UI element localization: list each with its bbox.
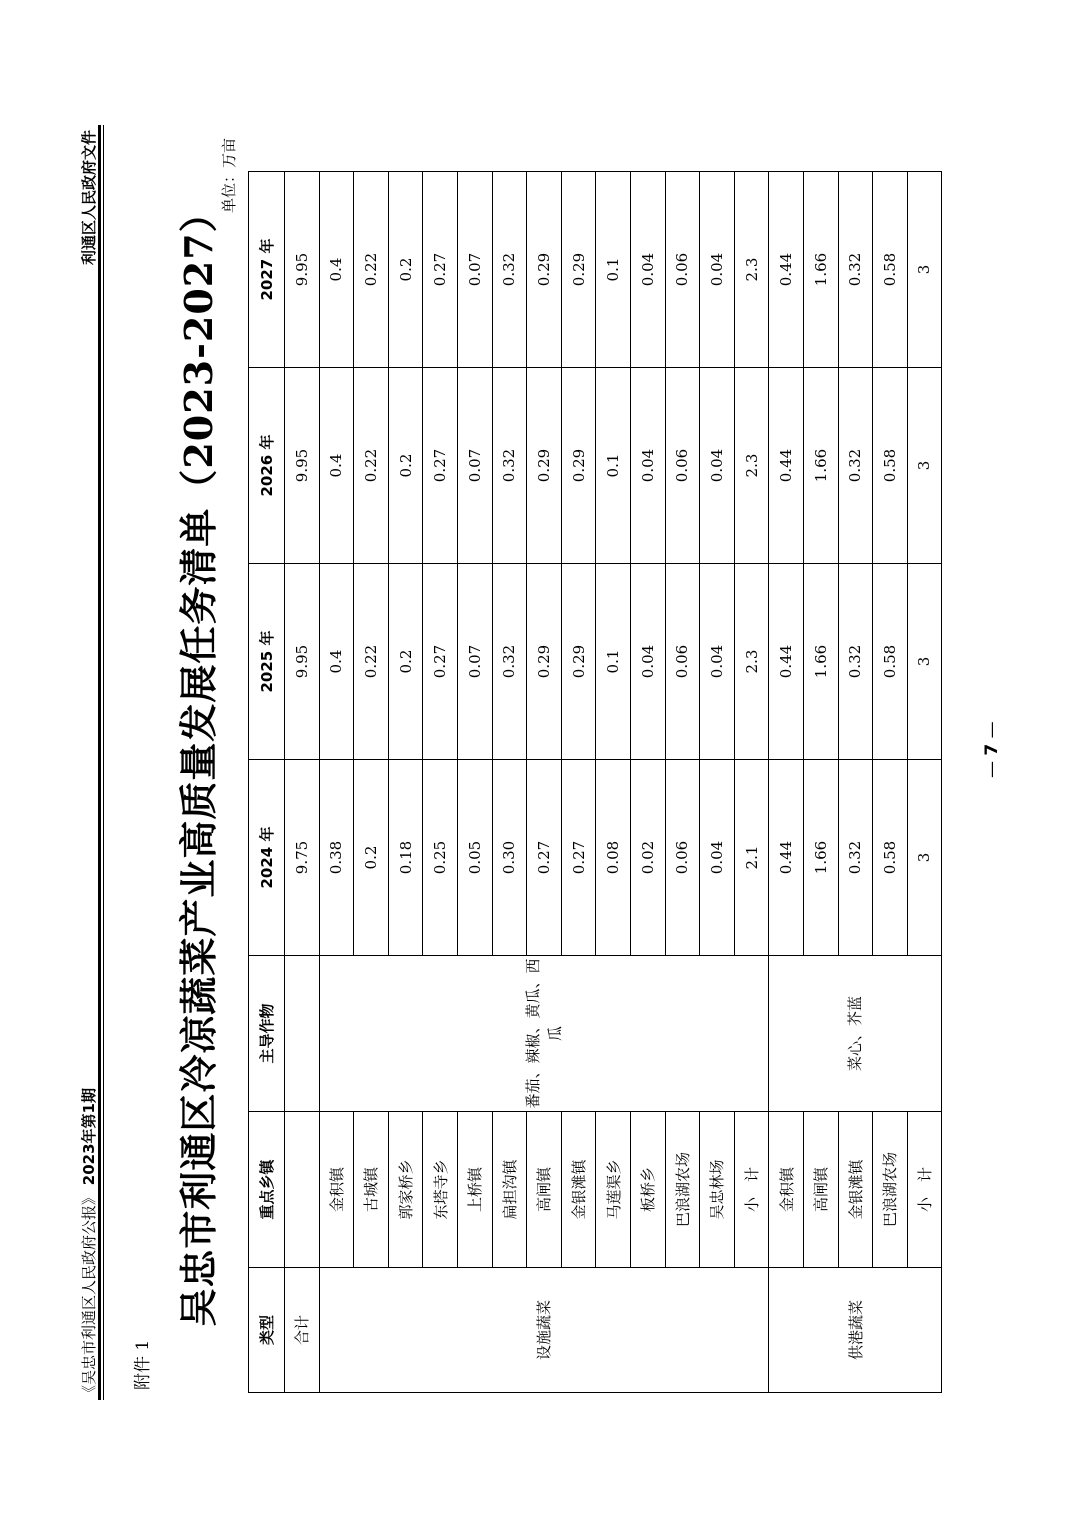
header-2024: 2024 年 — [249, 760, 285, 956]
value-cell: 0.58 — [873, 760, 908, 956]
value-cell: 0.04 — [630, 564, 665, 760]
value-cell: 2.3 — [734, 368, 769, 564]
value-cell: 0.29 — [561, 564, 596, 760]
attachment-label: 附件 1 — [133, 1339, 153, 1390]
value-cell: 0.29 — [527, 564, 562, 760]
town-cell: 巴浪湖农场 — [665, 1112, 700, 1268]
value-cell: 0.22 — [354, 172, 389, 368]
header-2027: 2027 年 — [249, 172, 285, 368]
value-cell: 0.44 — [769, 368, 804, 564]
table-row — [423, 172, 458, 1393]
table-row — [354, 172, 389, 1393]
value-cell: 0.29 — [527, 172, 562, 368]
value-cell: 0.4 — [319, 172, 354, 368]
total-town — [285, 1112, 320, 1268]
town-cell: 古城镇 — [354, 1112, 389, 1268]
table-row — [388, 172, 423, 1393]
value-cell: 1.66 — [803, 172, 838, 368]
header-rule-thick — [98, 125, 101, 1400]
town-cell: 马莲渠乡 — [596, 1112, 631, 1268]
table-row — [527, 172, 562, 1393]
value-cell: 0.04 — [700, 760, 735, 956]
value-cell: 0.06 — [665, 564, 700, 760]
page-number: — 7 — — [982, 721, 1002, 778]
town-cell: 上桥镇 — [457, 1112, 492, 1268]
value-cell: 0.05 — [457, 760, 492, 956]
table-row — [734, 172, 769, 1393]
table-row — [457, 172, 492, 1393]
value-cell: 0.27 — [527, 760, 562, 956]
total-2024: 9.75 — [285, 760, 320, 956]
table-row — [630, 172, 665, 1393]
value-cell: 3 — [907, 564, 942, 760]
value-cell: 0.29 — [527, 368, 562, 564]
town-cell: 高闸镇 — [803, 1112, 838, 1268]
town-cell: 高闸镇 — [527, 1112, 562, 1268]
value-cell: 0.32 — [838, 172, 873, 368]
value-cell: 1.66 — [803, 760, 838, 956]
town-cell: 金银滩镇 — [838, 1112, 873, 1268]
value-cell: 1.66 — [803, 368, 838, 564]
value-cell: 0.1 — [596, 172, 631, 368]
value-cell: 0.27 — [423, 368, 458, 564]
total-row — [285, 172, 320, 1393]
type-cell: 供港蔬菜 — [769, 1268, 942, 1393]
table-row — [838, 172, 873, 1393]
header-publication — [78, 1088, 99, 1400]
value-cell: 0.32 — [492, 368, 527, 564]
unit-label: 单位：万亩 — [220, 138, 238, 214]
task-table — [248, 171, 942, 1393]
value-cell: 0.25 — [423, 760, 458, 956]
value-cell: 0.4 — [319, 368, 354, 564]
header-type: 类型 — [249, 1268, 285, 1393]
type-cell: 设施蔬菜 — [319, 1268, 769, 1393]
value-cell: 0.29 — [561, 172, 596, 368]
page-title: 吴忠市利通区冷凉蔬菜产业高质量发展任务清单（2023-2027） — [176, 193, 221, 1327]
total-2025: 9.95 — [285, 564, 320, 760]
value-cell: 0.2 — [388, 172, 423, 368]
town-cell: 金积镇 — [769, 1112, 804, 1268]
table-row — [803, 172, 838, 1393]
value-cell: 0.32 — [838, 760, 873, 956]
table-row — [596, 172, 631, 1393]
town-cell: 巴浪湖农场 — [873, 1112, 908, 1268]
value-cell: 0.22 — [354, 564, 389, 760]
value-cell: 0.44 — [769, 760, 804, 956]
value-cell: 0.58 — [873, 172, 908, 368]
crop-cell: 番茄、辣椒、黄瓜、西瓜 — [319, 956, 769, 1112]
town-cell: 金积镇 — [319, 1112, 354, 1268]
table-row — [492, 172, 527, 1393]
value-cell: 0.1 — [596, 564, 631, 760]
town-cell: 金银滩镇 — [561, 1112, 596, 1268]
value-cell: 3 — [907, 172, 942, 368]
value-cell: 0.06 — [665, 760, 700, 956]
value-cell: 0.32 — [492, 564, 527, 760]
value-cell: 0.44 — [769, 172, 804, 368]
value-cell: 2.3 — [734, 564, 769, 760]
total-crop — [285, 956, 320, 1112]
header-right: 利通区人民政府文件 — [80, 130, 98, 266]
table-row — [700, 172, 735, 1393]
value-cell: 2.3 — [734, 172, 769, 368]
table-row — [769, 172, 804, 1393]
value-cell: 0.2 — [388, 564, 423, 760]
table-row — [907, 172, 942, 1393]
table-row — [665, 172, 700, 1393]
value-cell: 2.1 — [734, 760, 769, 956]
value-cell: 0.27 — [423, 172, 458, 368]
value-cell: 0.04 — [700, 368, 735, 564]
town-cell: 小 计 — [734, 1112, 769, 1268]
table-row — [561, 172, 596, 1393]
value-cell: 0.04 — [700, 564, 735, 760]
value-cell: 1.66 — [803, 564, 838, 760]
value-cell: 0.32 — [838, 368, 873, 564]
publication-name: 《吴忠市利通区人民政府公报》 — [80, 1189, 98, 1400]
value-cell: 0.32 — [838, 564, 873, 760]
value-cell: 0.38 — [319, 760, 354, 956]
issue-number: 2023年第1期 — [80, 1088, 98, 1186]
value-cell: 0.07 — [457, 172, 492, 368]
value-cell: 0.02 — [630, 760, 665, 956]
value-cell: 0.22 — [354, 368, 389, 564]
value-cell: 0.04 — [700, 172, 735, 368]
table-row — [873, 172, 908, 1393]
total-2026: 9.95 — [285, 368, 320, 564]
total-2027: 9.95 — [285, 172, 320, 368]
value-cell: 0.27 — [423, 564, 458, 760]
value-cell: 0.27 — [561, 760, 596, 956]
value-cell: 0.44 — [769, 564, 804, 760]
value-cell: 3 — [907, 368, 942, 564]
town-cell: 吴忠林场 — [700, 1112, 735, 1268]
town-cell: 郭家桥乡 — [388, 1112, 423, 1268]
value-cell: 0.08 — [596, 760, 631, 956]
total-label: 合计 — [285, 1268, 320, 1393]
value-cell: 0.04 — [630, 172, 665, 368]
value-cell: 0.18 — [388, 760, 423, 956]
value-cell: 0.58 — [873, 564, 908, 760]
header-crop: 主导作物 — [249, 956, 285, 1112]
value-cell: 0.2 — [354, 760, 389, 956]
value-cell: 0.04 — [630, 368, 665, 564]
value-cell: 0.29 — [561, 368, 596, 564]
value-cell: 0.07 — [457, 564, 492, 760]
town-cell: 板桥乡 — [630, 1112, 665, 1268]
table-header-row — [249, 172, 285, 1393]
value-cell: 0.32 — [492, 172, 527, 368]
value-cell: 0.07 — [457, 368, 492, 564]
town-cell: 东塔寺乡 — [423, 1112, 458, 1268]
value-cell: 0.06 — [665, 172, 700, 368]
page-number-value: 7 — [982, 743, 1002, 756]
table-row — [319, 172, 354, 1393]
value-cell: 0.1 — [596, 368, 631, 564]
table-body — [285, 172, 942, 1393]
town-cell: 扁担沟镇 — [492, 1112, 527, 1268]
value-cell: 3 — [907, 760, 942, 956]
town-cell: 小 计 — [907, 1112, 942, 1268]
value-cell: 0.2 — [388, 368, 423, 564]
header-2026: 2026 年 — [249, 368, 285, 564]
value-cell: 0.4 — [319, 564, 354, 760]
value-cell: 0.58 — [873, 368, 908, 564]
header-town: 重点乡镇 — [249, 1112, 285, 1268]
header-rule-thin — [103, 125, 104, 1400]
value-cell: 0.30 — [492, 760, 527, 956]
crop-cell: 菜心、芥蓝 — [769, 956, 942, 1112]
value-cell: 0.06 — [665, 368, 700, 564]
header-2025: 2025 年 — [249, 564, 285, 760]
